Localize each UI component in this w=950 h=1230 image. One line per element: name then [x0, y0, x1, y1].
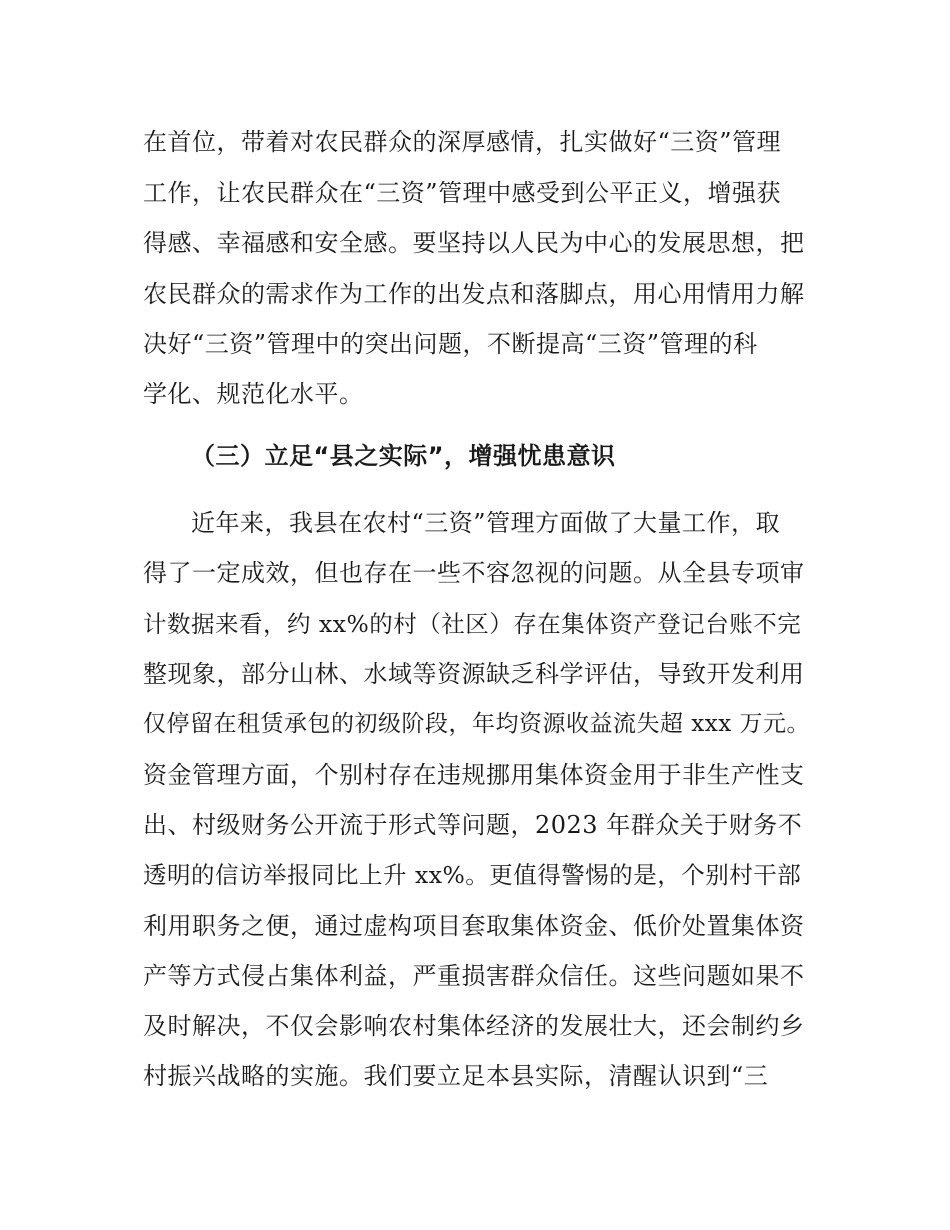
paragraph-line: 工作，让农民群众在“三资”管理中感受到公平正义，增强获 — [143, 179, 782, 207]
paragraph-line: 产等方式侵占集体利益，严重损害群众信任。这些问题如果不 — [143, 962, 805, 990]
paragraph-line: 计数据来看，约 xx%的村（社区）存在集体资产登记台账不完 — [143, 610, 802, 638]
paragraph-line: 学化、规范化水平。 — [143, 380, 364, 408]
paragraph-line: 村振兴战略的实施。我们要立足本县实际，清醒认识到“三 — [143, 1062, 769, 1090]
paragraph-line: 资金管理方面，个别村存在违规挪用集体资金用于非生产性支 — [143, 761, 805, 789]
paragraph-line: 透明的信访举报同比上升 xx%。更值得警惕的是，个别村干部 — [143, 861, 802, 889]
paragraph-line: 出、村级财务公开流于形式等问题，2023 年群众关于财务不 — [143, 811, 803, 839]
paragraph-line: 仅停留在租赁承包的初级阶段，年均资源收益流失超 xxx 万元。 — [143, 711, 811, 737]
paragraph-line: 及时解决，不仅会影响农村集体经济的发展壮大，还会制约乡 — [143, 1012, 805, 1040]
section-heading: （三）立足“县之实际”，增强忧患意识 — [191, 442, 616, 470]
paragraph-line: 利用职务之便，通过虚构项目套取集体资金、低价处置集体资 — [143, 912, 805, 940]
paragraph-line: 农民群众的需求作为工作的出发点和落脚点，用心用情用力解 — [143, 280, 805, 308]
paragraph-line: 得感、幸福感和安全感。要坚持以人民为中心的发展思想，把 — [143, 229, 805, 257]
paragraph-line: 在首位，带着对农民群众的深厚感情，扎实做好“三资”管理 — [143, 128, 782, 156]
paragraph-line: 得了一定成效，但也存在一些不容忽视的问题。从全县专项审 — [143, 559, 805, 587]
paragraph-line: 近年来，我县在农村“三资”管理方面做了大量工作，取 — [191, 509, 781, 537]
paragraph-line: 整现象，部分山林、水域等资源缺乏科学评估，导致开发利用 — [143, 660, 805, 688]
paragraph-line: 决好“三资”管理中的突出问题，不断提高“三资”管理的科 — [143, 330, 758, 358]
